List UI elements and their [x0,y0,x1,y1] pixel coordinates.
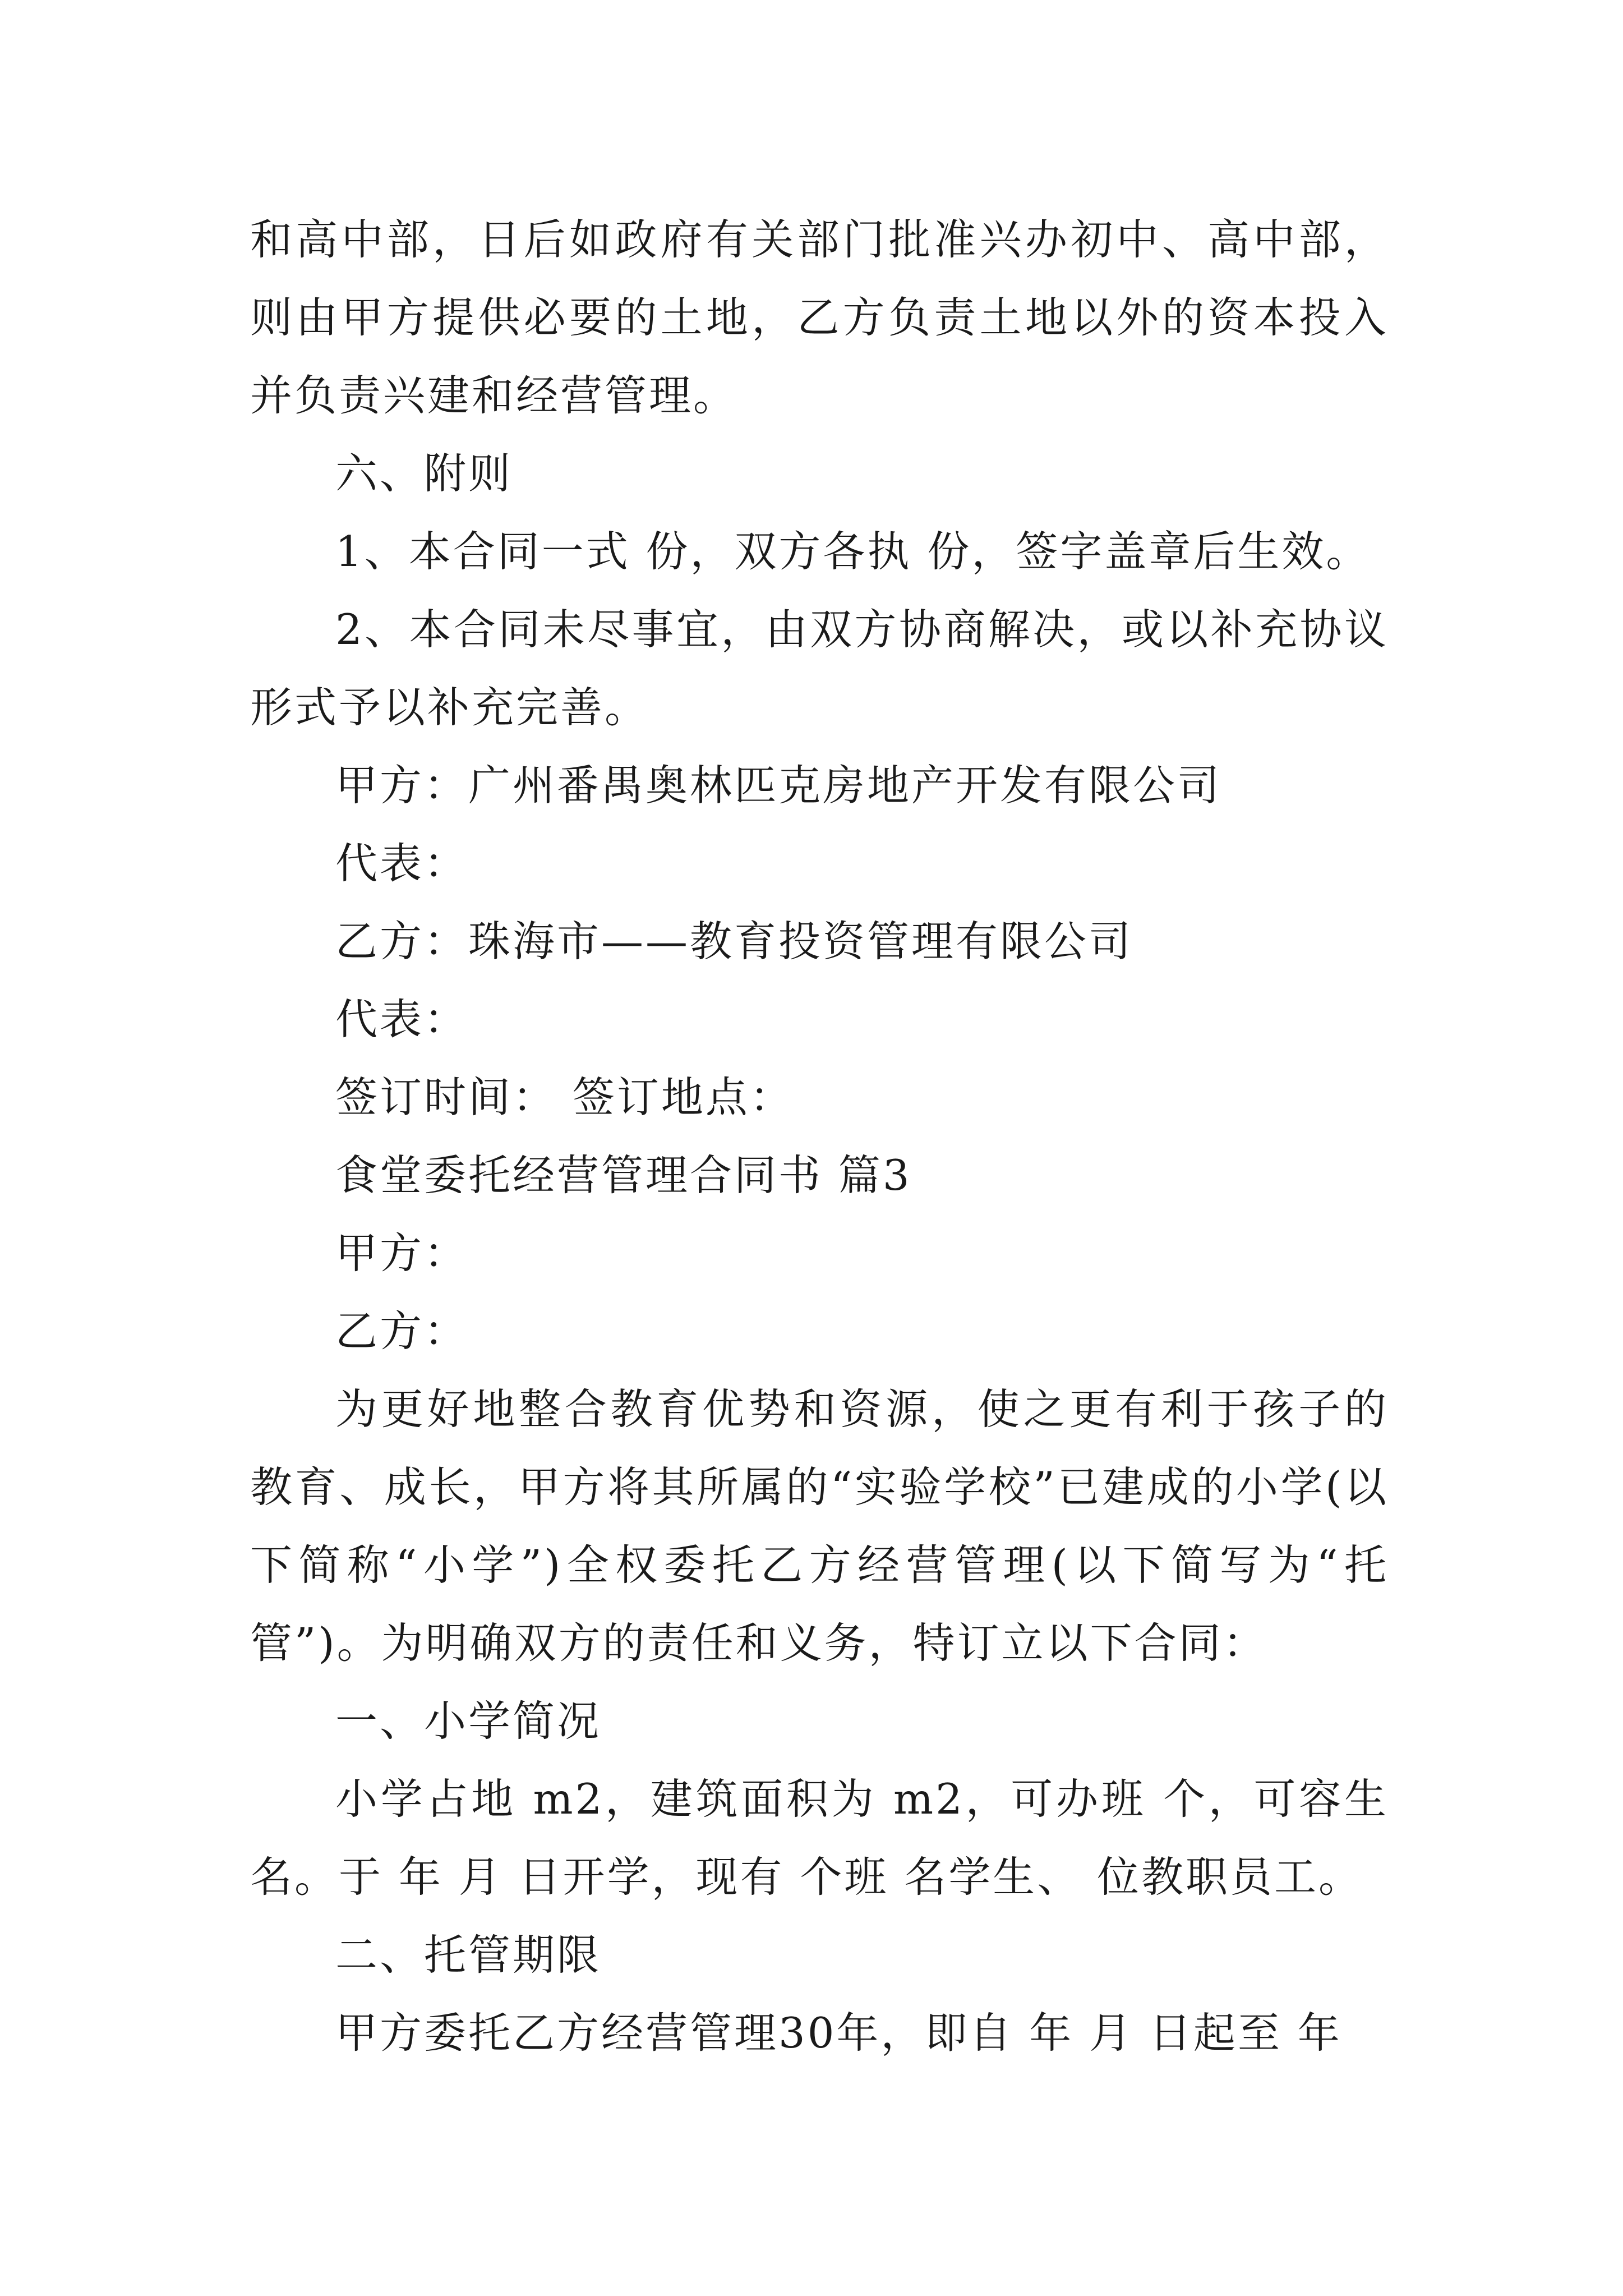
clause-copies: 1、本合同一式 份，双方各执 份，签字盖章后生效。 [335,527,1371,576]
section-heading-trust-term: 二、托管期限 [335,1930,602,1980]
trust-term-paragraph: 甲方委托乙方经营管理30年，即自 年 月 日起至 年 [335,2008,1342,2058]
paragraph-continuation: 和高中部，日后如政府有关部门批准兴办初中、高中部，则由甲方提供必要的土地，乙方负责土地以外的资本投入并负责兴建和经营管理。 [250,215,1389,420]
preamble-paragraph: 为更好地整合教育优势和资源，使之更有利于孩子的教育、成长，甲方将其所属的“实验学校”已建成的小学(以下简称“小学”)全权委托乙方经营管理(以下简写为“托管”)。为明确双方的责任和义务，特订立以下合同： [250,1384,1389,1668]
party-a-representative: 代表： [335,839,469,888]
signing-time-place: 签订时间： 签订地点： [335,1073,794,1122]
section-heading-school-overview: 一、小学简况 [335,1696,602,1746]
party-b-representative: 代表： [335,995,469,1044]
clause-unresolved-matters: 2、本合同未尽事宜，由双方协商解决，或以补充协议形式予以补充完善。 [250,605,1389,732]
document-body [250,201,1389,2072]
section-heading-supplementary-provisions: 六、附则 [335,449,513,498]
party-b-label: 乙方： [335,1306,469,1356]
party-a-name: 甲方：广州番禺奥林匹克房地产开发有限公司 [335,761,1222,810]
party-b-name: 乙方：珠海市——教育投资管理有限公司 [335,917,1133,966]
contract-title: 食堂委托经营管理合同书 篇3 [335,1151,912,1200]
school-overview-paragraph: 小学占地 m2，建筑面积为 m2，可办班 个，可容生 名。于 年 月 日开学，现有 个班 名学生、 位教职员工。 [250,1774,1389,1902]
party-a-label: 甲方： [335,1228,469,1278]
